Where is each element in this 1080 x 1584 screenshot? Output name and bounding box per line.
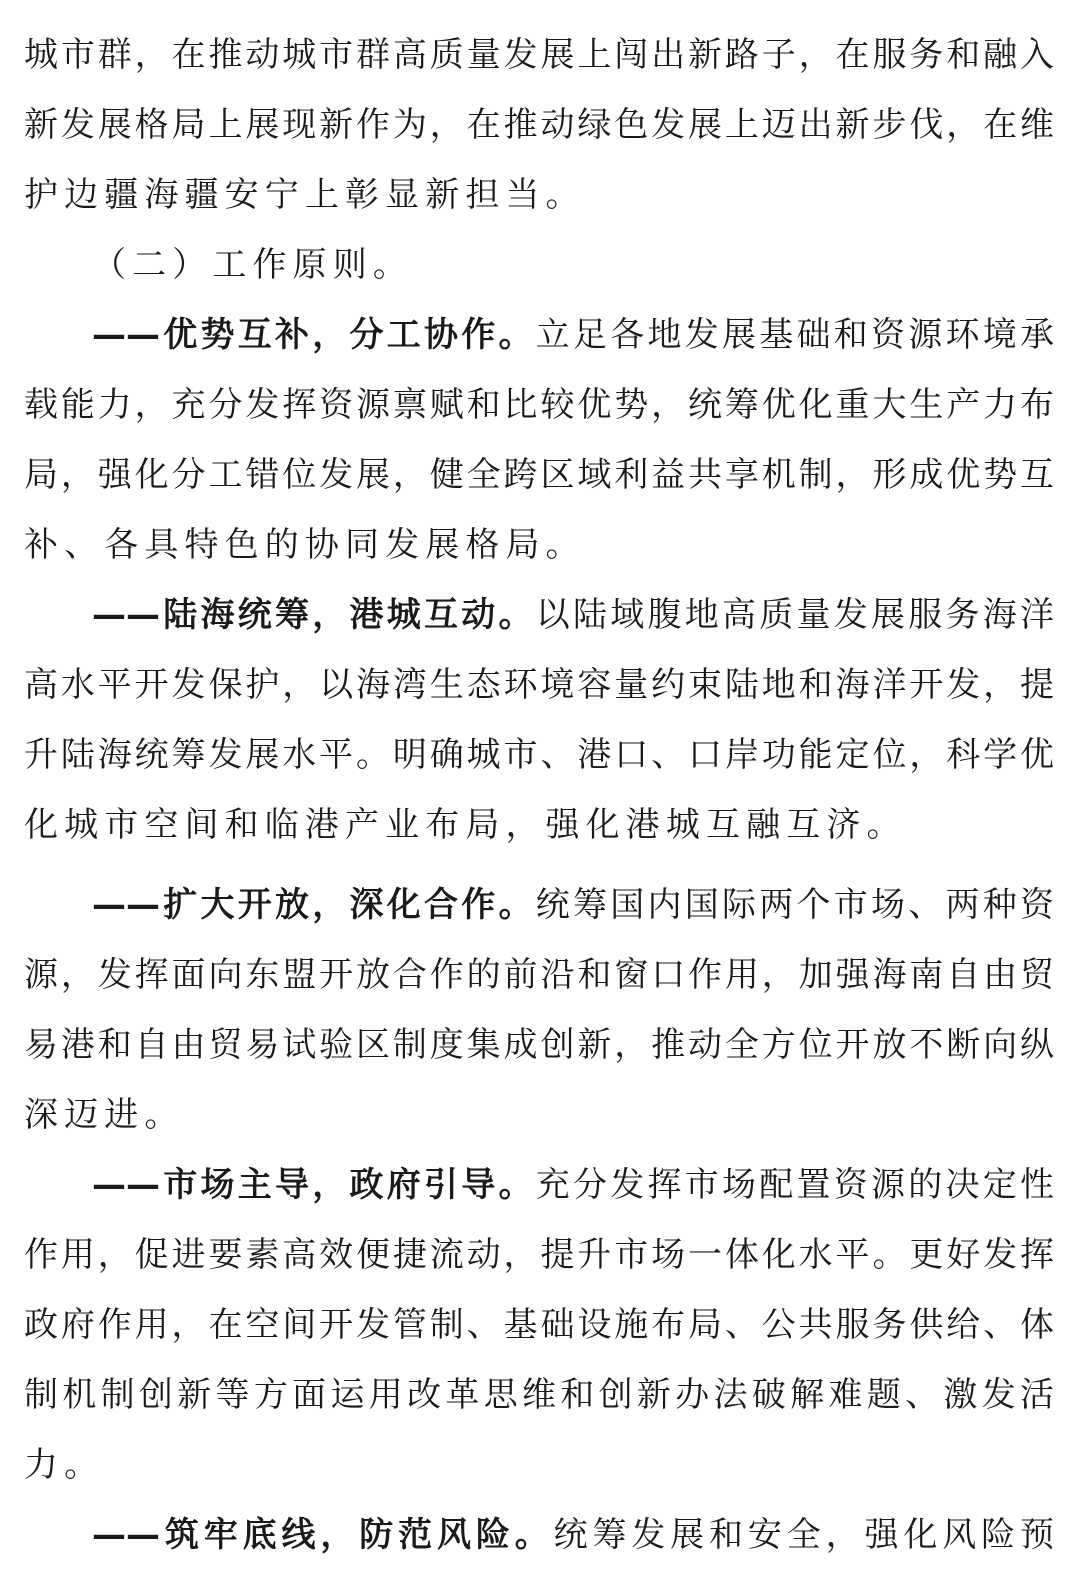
text-line: 护边疆海疆安宁上彰显新担当。 (24, 175, 586, 215)
paragraph-first-line (24, 1500, 1054, 1570)
paragraph-principle-5 (24, 1500, 1054, 1570)
text-line: 深迈进。 (24, 1095, 185, 1135)
section-heading: （二）工作原则。 (92, 245, 413, 285)
text-line: 载能力，充分发挥资源禀赋和比较优势，统筹优化重大生产力布 (24, 385, 1054, 425)
paragraph-principle-1 (24, 300, 1054, 580)
paragraph-principle-3 (24, 870, 1054, 1150)
text-line: 制机制创新等方面运用改革思维和创新办法破解难题、激发活 (24, 1375, 1054, 1415)
principle-title: ——优势互补，分工协作。 (92, 315, 536, 355)
text-line: 源，发挥面向东盟开放合作的前沿和窗口作用，加强海南自由贸 (24, 955, 1054, 995)
document-page (24, 20, 1054, 1570)
paragraph-first-line (24, 580, 1054, 650)
principle-title: ——市场主导，政府引导。 (92, 1165, 536, 1205)
text-line: 易港和自由贸易试验区制度集成创新，推动全方位开放不断向纵 (24, 1025, 1054, 1065)
text-line: 作用，促进要素高效便捷流动，提升市场一体化水平。更好发挥 (24, 1235, 1054, 1275)
text-line: 高水平开发保护，以海湾生态环境容量约束陆地和海洋开发，提 (24, 665, 1054, 705)
principle-title: ——陆海统筹，港城互动。 (92, 595, 536, 635)
paragraph-principle-4 (24, 1150, 1054, 1500)
text-line: 化城市空间和临港产业布局，强化港城互融互济。 (24, 805, 907, 845)
paragraph-first-line (24, 300, 1054, 370)
principle-title: ——筑牢底线，防范风险。 (92, 1515, 554, 1555)
paragraph-principle-2 (24, 580, 1054, 860)
text-line: 升陆海统筹发展水平。明确城市、港口、口岸功能定位，科学优 (24, 735, 1054, 775)
text-run: 以陆域腹地高质量发展服务海洋 (535, 595, 1054, 635)
text-line: 力。 (24, 1445, 105, 1485)
principle-title: ——扩大开放，深化合作。 (92, 885, 536, 925)
text-line: 城市群，在推动城市群高质量发展上闯出新路子，在服务和融入 (24, 35, 1054, 75)
text-run: 统筹国内国际两个市场、两种资 (535, 885, 1054, 925)
paragraph-intro (24, 20, 1054, 230)
paragraph-first-line (24, 1150, 1054, 1220)
text-line: 新发展格局上展现新作为，在推动绿色发展上迈出新步伐，在维 (24, 105, 1054, 145)
text-line: 政府作用，在空间开发管制、基础设施布局、公共服务供给、体 (24, 1305, 1054, 1345)
paragraph-first-line (24, 870, 1054, 940)
text-run: 立足各地发展基础和资源环境承 (535, 315, 1054, 355)
text-run: 统筹发展和安全，强化风险预 (553, 1515, 1055, 1555)
text-line: 补、各具特色的协同发展格局。 (24, 525, 586, 565)
text-line: 局，强化分工错位发展，健全跨区域利益共享机制，形成优势互 (24, 455, 1054, 495)
text-run: 充分发挥市场配置资源的决定性 (535, 1165, 1054, 1205)
